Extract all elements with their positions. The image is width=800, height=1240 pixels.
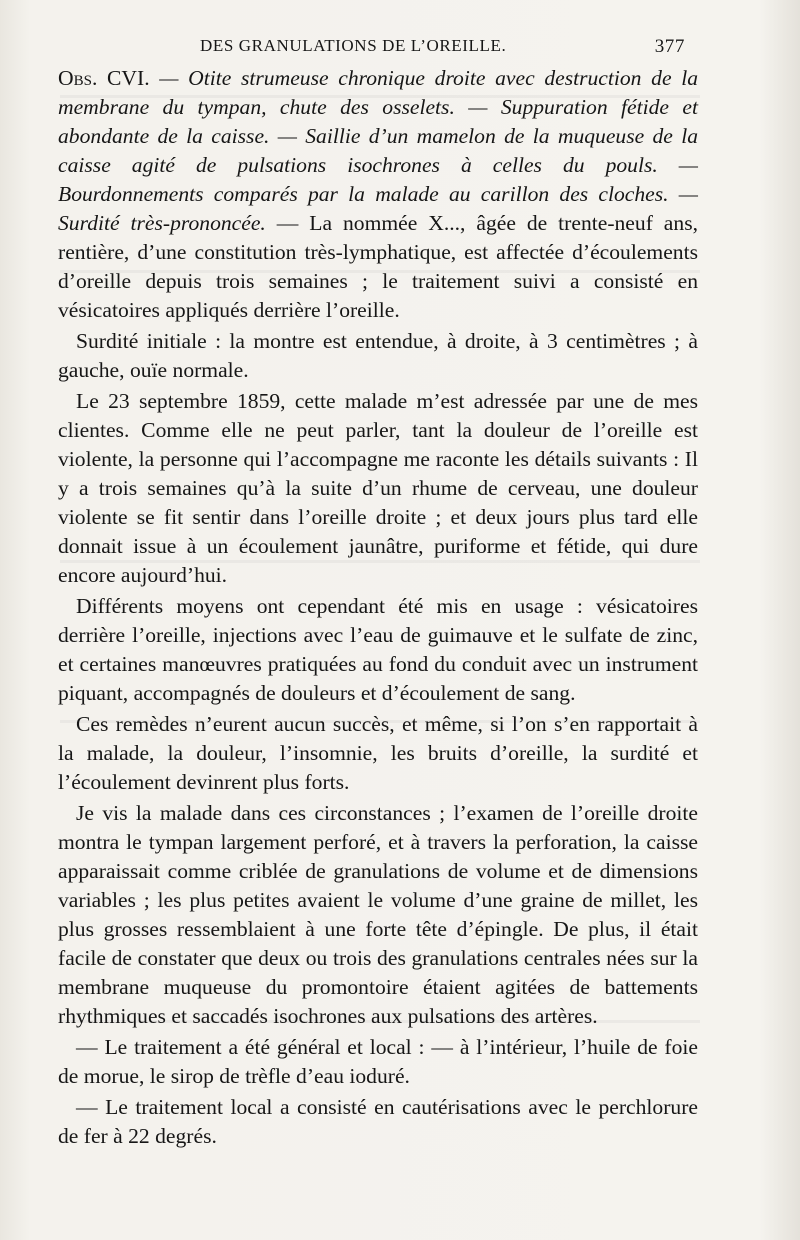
paragraph: Ces remèdes n’eurent aucun succès, et même, si l’on s’en rapportait à la malade, la douleur, l’insomnie, les bruits d’oreille, la surdité et l’écoulement devinrent plus forts.	[58, 712, 698, 794]
observation-intro: — La nommée X..., âgée de trente-neuf ans, rentière, d’une constitution très-lymphatique, est affectée d’écoulements d’oreille depuis trois semaines ; le traitement suivi a consisté en vésicatoires appliqués derrière l’oreille.	[58, 211, 698, 322]
paragraph: Différents moyens ont cependant été mis en usage : vésicatoires derrière l’oreille, injections avec l’eau de guimauve et le sulfate de zinc, et certaines manœuvres pratiquées au fond du conduit avec un instrument piquant, accompagnés de douleurs et d’écoulement de sang.	[58, 594, 698, 705]
observation-title: — Otite strumeuse chronique droite avec destruction de la membrane du tympan, chute des osselets. — Suppuration fétide et abondante de la caisse. — Saillie d’un mamelon de la muqueuse de la caisse agité de pulsations isochrones à celles du pouls. — Bourdonnements comparés par la malade au carillon des cloches. — Surdité très-prononcée.	[58, 66, 698, 235]
paragraph: Le 23 septembre 1859, cette malade m’est adressée par une de mes clientes. Comme elle ne peut parler, tant la douleur de l’oreille est violente, la personne qui l’accompagne me raconte les détails suivants : Il y a trois semaines qu’à la suite d’un rhume de cerveau, une douleur violente se fit sentir dans l’oreille droite ; et deux jours plus tard elle donnait issue à un écoulement jaunâtre, puriforme et fétide, qui dure encore aujourd’hui.	[58, 389, 698, 587]
body-text	[58, 64, 698, 1151]
paragraph: Je vis la malade dans ces circonstances ; l’examen de l’oreille droite montra le tympan largement perforé, et à travers la perforation, la caisse apparaissait comme criblée de granulations de volume et de dimensions variables ; les plus petites avaient le volume d’une graine de millet, les plus grosses ressemblaient à une forte tête d’épingle. De plus, il était facile de constater que deux ou trois des granulations centrales nées sur la membrane muqueuse du promontoire étaient agitées de battements rhythmiques et saccadés isochrones aux pulsations des artères.	[58, 801, 698, 1028]
observation-paragraph	[58, 64, 698, 325]
running-title: DES GRANULATIONS DE L’OREILLE.	[200, 36, 507, 55]
paragraph: — Le traitement a été général et local : — à l’intérieur, l’huile de foie de morue, le sirop de trèfle d’eau ioduré.	[58, 1035, 698, 1088]
observation-label: Obs. CVI.	[58, 66, 150, 90]
paragraph: Surdité initiale : la montre est entendue, à droite, à 3 centimètres ; à gauche, ouïe normale.	[58, 329, 698, 382]
running-header	[200, 36, 685, 60]
paragraph: — Le traitement local a consisté en cautérisations avec le perchlorure de fer à 22 degrés.	[58, 1095, 698, 1148]
page-number: 377	[654, 36, 685, 57]
